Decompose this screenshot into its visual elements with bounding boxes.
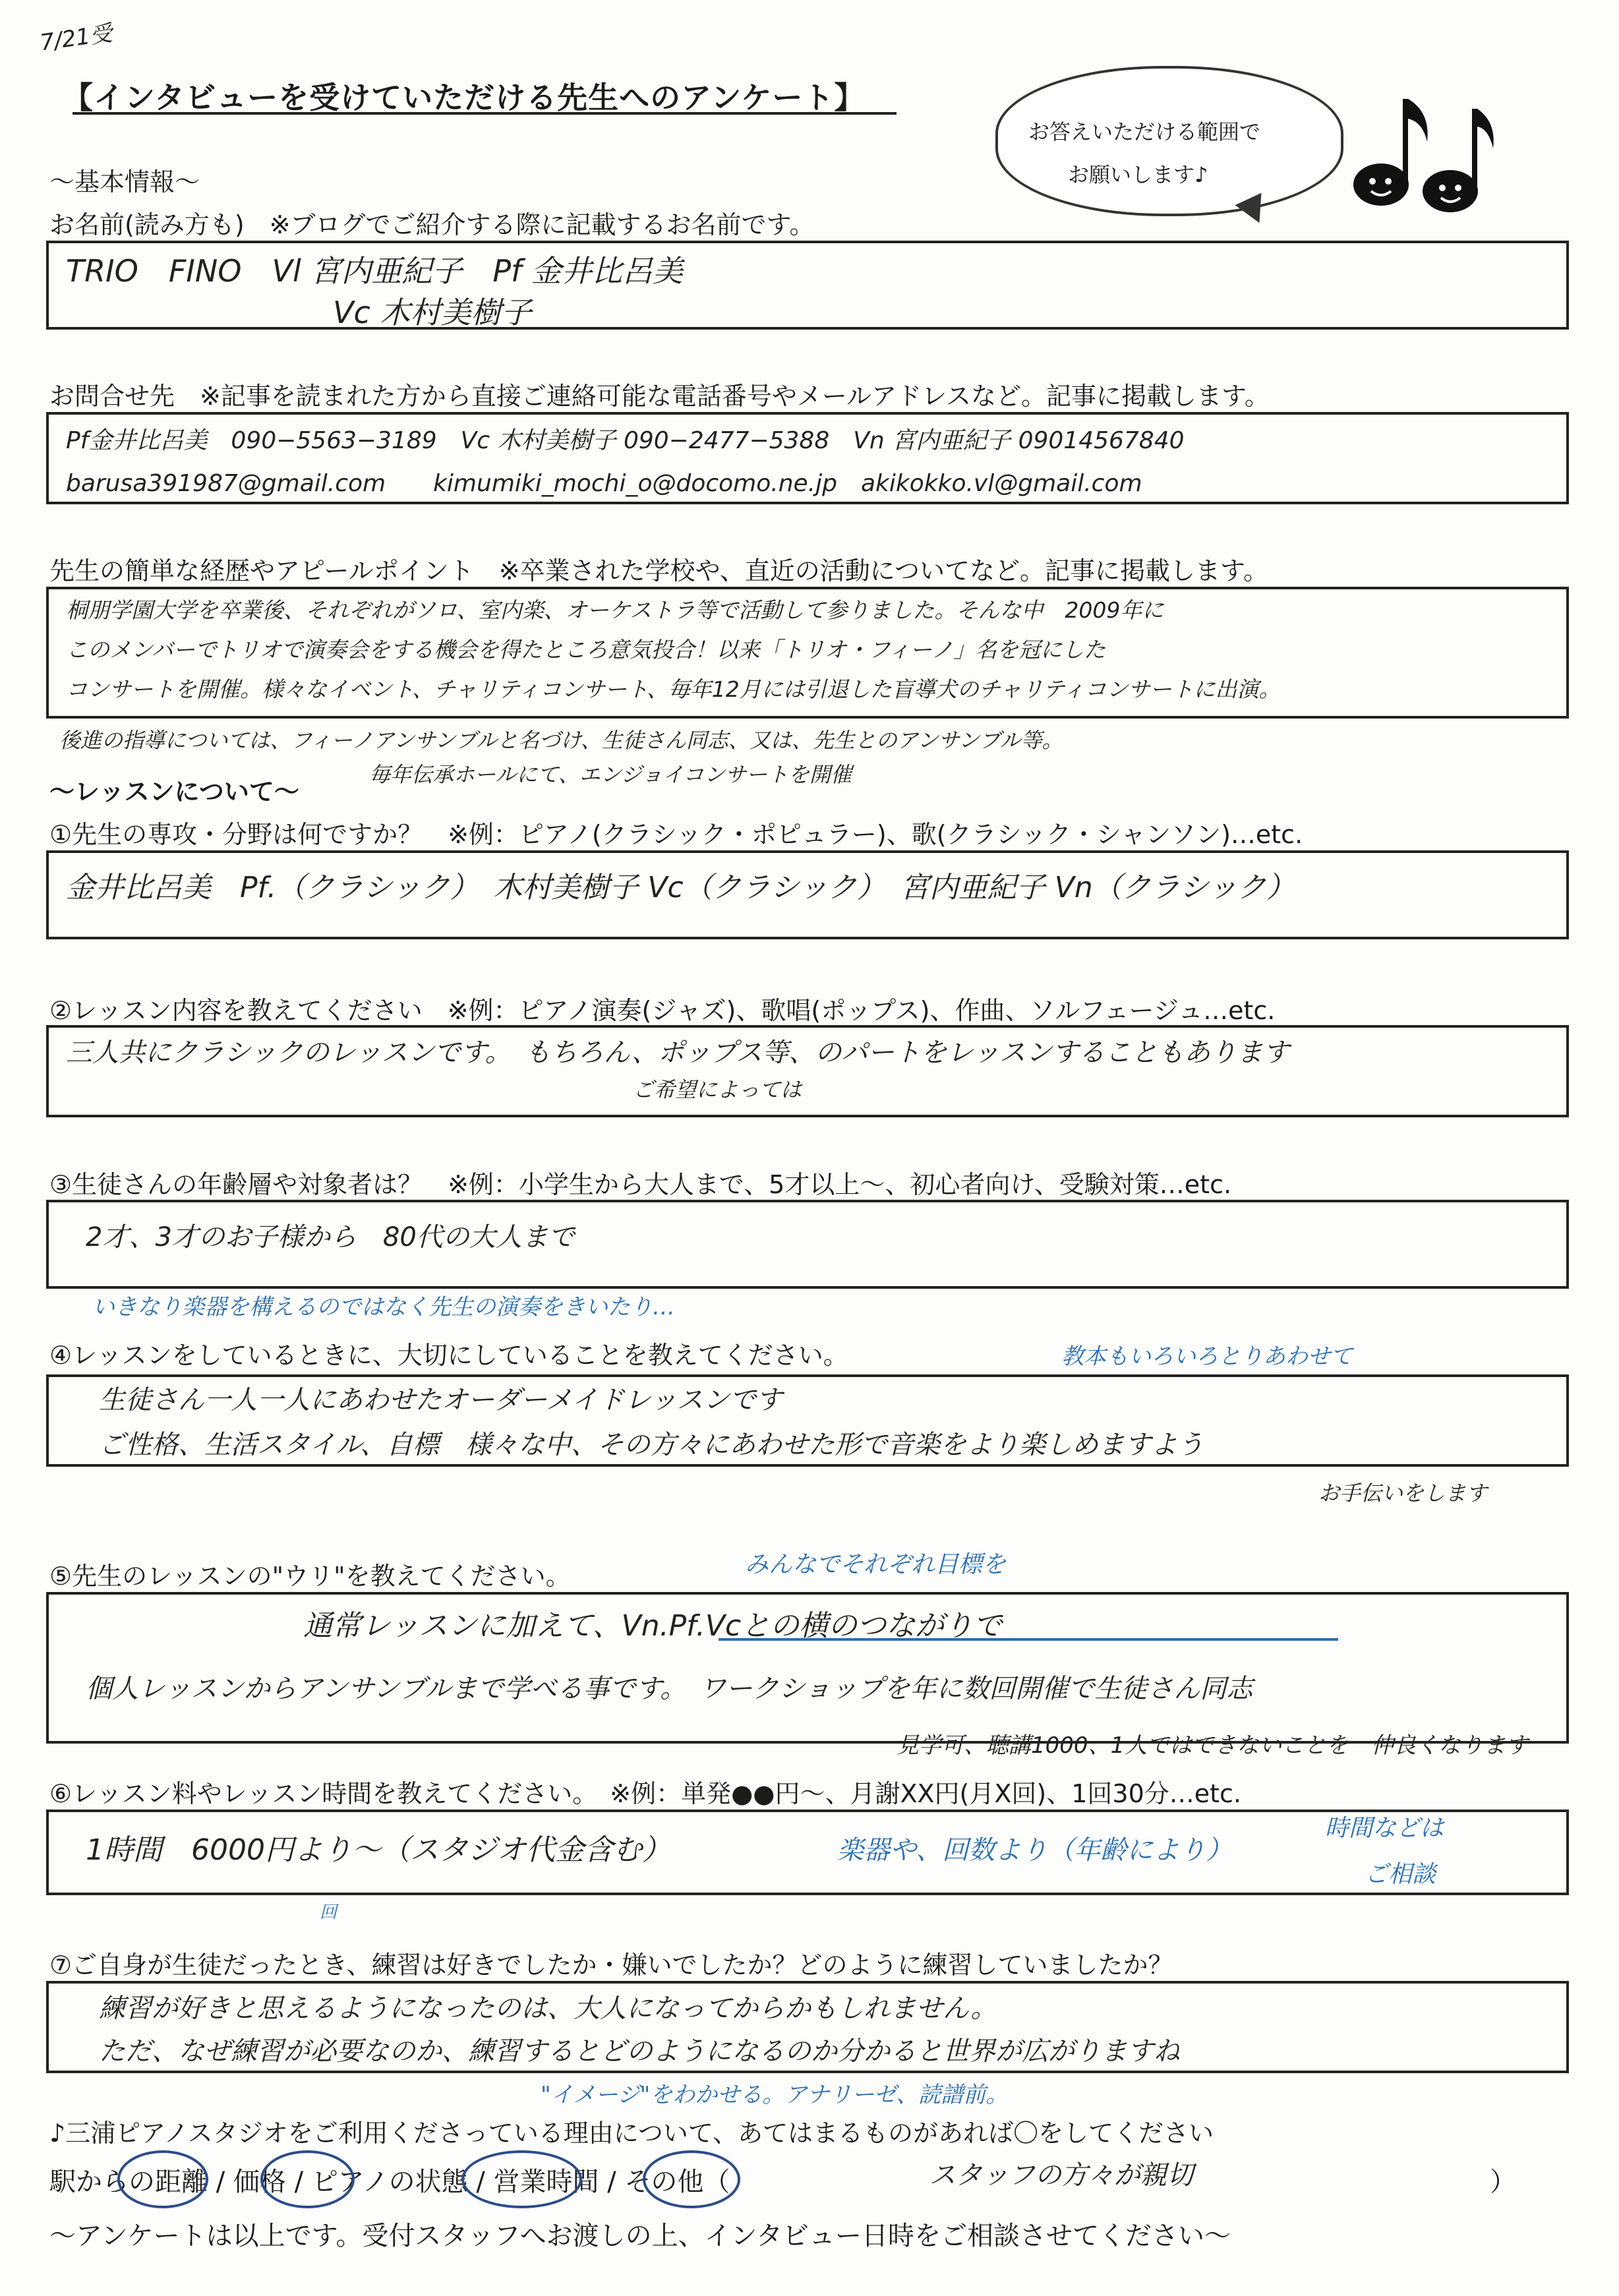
answer-4-note: 教本もいろいろとりあわせて [1061, 1343, 1353, 1370]
question-4: ④レッスンをしているときに、大切にしていることを教えてください。 [49, 1341, 848, 1370]
name-label: お名前(読み方も) ※ブログでご紹介する際に記載するお名前です。 [49, 210, 815, 239]
name-answer-line-2: Vc 木村美樹子 [333, 295, 532, 330]
answer-6-note: 楽器や、回数より（年齢により） [837, 1835, 1233, 1866]
answer-4-line-3: お手伝いをします [1318, 1481, 1488, 1506]
name-answer-line-1: TRIO FINO Vl 宮内亜紀子 Pf 金井比呂美 [66, 253, 683, 289]
career-answer-line-4: 後進の指導については、フィーノアンサンブルと名づけ、生徒さん同志、又は、先生とのアンサンブル等。 [59, 728, 1063, 753]
career-answer-line-5: 毎年伝承ホールにて、エンジョイコンサートを開催 [369, 762, 852, 787]
answer-2-line-1: 三人共にクラシックのレッスンです。 もちろん、ポップス等、のパートをレッスンすることもあります [66, 1038, 1289, 1068]
basic-info-heading: 〜基本情報〜 [49, 167, 200, 196]
answer-5-line-2: 個人レッスンからアンサンブルまで学べる事です。 ワークショップを年に数回開催で生徒さん同志 [86, 1674, 1253, 1704]
bubble-line-2: お願いします♪ [1068, 162, 1208, 187]
answer-5-line-1: 通常レッスンに加えて、Vn.Pf.Vcとの横のつながりで [303, 1609, 1003, 1643]
contact-answer-line-2: barusa391987@gmail.com kimumiki_mochi_o@docomo.ne.jp akikokko.vl@gmail.com [66, 470, 1142, 497]
question-2: ②レッスン内容を教えてください ※例：ピアノ演奏(ジャズ)、歌唱(ポップス)、作曲、ソルフェージュ…etc. [49, 996, 1276, 1025]
music-notes-icon [1345, 86, 1496, 218]
answer-7-note: "イメージ"をわかせる。アナリーゼ、読譜前。 [541, 2082, 1009, 2108]
answer-7-line-2: ただ、なぜ練習が必要なのか、練習するとどのようになるのか分かると世界が広がりますね [99, 2036, 1180, 2067]
contact-label: お問合せ先 ※記事を読まれた方から直接ご連絡可能な電話番号やメールアドレスなど。記事に掲載します。 [49, 382, 1270, 411]
answer-6-side-2: ご相談 [1365, 1861, 1436, 1888]
career-answer-line-1: 桐朋学園大学を卒業後、それぞれがソロ、室内楽、オーケストラ等で活動して参りました。そんな中 2009年に [66, 597, 1164, 623]
page-title: 【インタビューを受けていただける先生へのアンケート】 [63, 80, 866, 115]
title-underline [73, 112, 897, 115]
lesson-heading: 〜レッスンについて〜 [49, 777, 299, 806]
question-5: ⑤先生のレッスンの"ウリ"を教えてください。 [49, 1562, 571, 1591]
career-answer-line-2: このメンバーでトリオで演奏会をする機会を得たところ意気投合！以来「トリオ・フィーノ」名を冠にした [66, 637, 1106, 662]
answer-2-line-2: ご希望によっては [633, 1077, 802, 1102]
answer-3: 2才、3才のお子様から 80代の大人まで [86, 1222, 575, 1252]
answer-4-line-1: 生徒さん一人一人にあわせたオーダーメイドレッスンです [99, 1385, 782, 1415]
answer-6: 1時間 6000円より〜（スタジオ代金含む） [86, 1833, 671, 1867]
answer-5-line-3: 見学可、聴講1000、1人ではできないことを 仲良くなります [897, 1732, 1529, 1759]
career-label: 先生の簡単な経歴やアピールポイント ※卒業された学校や、直近の活動についてなど。記事に掲載します。 [49, 556, 1269, 585]
bubble-line-1: お答えいただける範囲で [1028, 119, 1261, 144]
footer-note: 〜アンケートは以上です。受付スタッフへお渡しの上、インタビュー日時をご相談させてください〜 [49, 2221, 1231, 2251]
selection-circle-hours [643, 2150, 740, 2208]
question-1: ①先生の専攻・分野は何ですか？ ※例：ピアノ(クラシック・ポピュラー)、歌(クラシック・シャンソン)…etc. [49, 820, 1303, 849]
career-answer-line-3: コンサートを開催。様々なイベント、チャリティコンサート、毎年12月には引退した盲導犬のチャリティコンサートに出演。 [66, 676, 1281, 702]
question-7: ⑦ご自身が生徒だったとき、練習は好きでしたか・嫌いでしたか？どのように練習していましたか？ [49, 1951, 1173, 1980]
contact-answer-line-1: Pf金井比呂美 090−5563−3189 Vc 木村美樹子 090−2477−5388 Vn 宮内亜紀子 09014567840 [66, 427, 1185, 454]
answer-5-note: みんなでそれぞれ目標を [745, 1551, 1007, 1578]
selection-circle-price [260, 2150, 355, 2208]
selection-circle-distance [117, 2150, 208, 2208]
reason-label: ♪三浦ピアノスタジオをご利用くださっている理由について、あてはまるものがあれば〇をしてください [49, 2119, 1214, 2148]
reason-close-paren: ） [1490, 2167, 1516, 2197]
question-3: ③生徒さんの年齢層や対象者は？ ※例：小学生から大人まで、5才以上〜、初心者向け、受験対策…etc. [49, 1170, 1232, 1199]
answer-5-underline [719, 1638, 1338, 1641]
answer-7-line-1: 練習が好きと思えるようになったのは、大人になってからかもしれません。 [99, 1993, 997, 2024]
answer-4-line-2: ご性格、生活スタイル、自標 様々な中、その方々にあわせた形で音楽をより楽しめますよう [99, 1430, 1204, 1460]
answer-6-sub: 回 [320, 1902, 338, 1922]
reason-options[interactable]: 駅からの距離 / 価格 / ピアノの状態 / 営業時間 / その他（ [49, 2167, 730, 2197]
reason-other-text: スタッフの方々が親切 [929, 2160, 1193, 2191]
answer-1: 金井比呂美 Pf.（クラシック） 木村美樹子 Vc（クラシック） 宮内亜紀子 Vn（クラシック） [66, 871, 1295, 904]
answer-6-side-1: 時間などは [1325, 1815, 1444, 1842]
question-6: ⑥レッスン料やレッスン時間を教えてください。 ※例：単発●●円〜、月謝XX円(月X回)、1回30分…etc. [49, 1779, 1241, 1808]
answer-3-note: いきなり楽器を構えるのではなく先生の演奏をきいたり… [92, 1294, 675, 1320]
received-date-note: 7/21受 [38, 20, 115, 57]
selection-circle-piano-condition [461, 2150, 582, 2208]
